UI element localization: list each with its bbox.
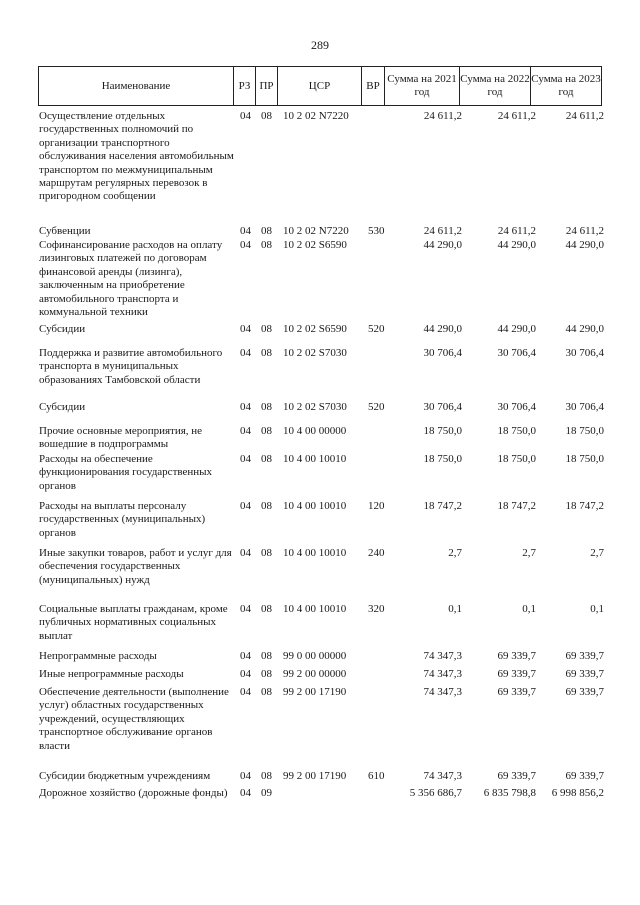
row-sum-2023: 69 339,7 xyxy=(565,650,604,662)
row-name: Расходы на выплаты персоналу государственных (муниципальных) органов xyxy=(39,500,206,539)
row-sum-2022: 0,1 xyxy=(522,603,536,615)
row-pr: 08 xyxy=(261,347,272,359)
row-sum-2022: 30 706,4 xyxy=(497,347,536,359)
row-vr: 240 xyxy=(368,547,385,559)
row-sum-2023: 69 339,7 xyxy=(565,686,604,698)
row-rz: 04 xyxy=(240,453,251,465)
row-sum-2021: 2,7 xyxy=(448,547,462,559)
row-name: Софинансирование расходов на оплату лизинговых платежей по договорам финансовой аренды (лизинга), заключенным на приобретение автомобильного транспорта и коммунальной техники xyxy=(39,239,223,319)
row-rz: 04 xyxy=(240,225,251,237)
row-name: Дорожное хозяйство (дорожные фонды) xyxy=(39,787,228,799)
row-rz: 04 xyxy=(240,686,251,698)
row-pr: 08 xyxy=(261,650,272,662)
row-name: Социальные выплаты гражданам, кроме публичных нормативных социальных выплат xyxy=(39,603,228,642)
row-sum-2023: 69 339,7 xyxy=(565,668,604,680)
row-sum-2023: 2,7 xyxy=(590,547,604,559)
row-csr: 10 2 02 N7220 xyxy=(283,225,349,237)
header-name: Наименование xyxy=(39,67,234,106)
row-pr: 08 xyxy=(261,425,272,437)
header-sum-2021: Сумма на 2021 год xyxy=(385,67,460,106)
row-vr: 320 xyxy=(368,603,385,615)
row-pr: 08 xyxy=(261,686,272,698)
row-sum-2023: 18 750,0 xyxy=(565,425,604,437)
row-sum-2021: 44 290,0 xyxy=(423,239,462,251)
row-sum-2023: 30 706,4 xyxy=(565,347,604,359)
row-vr: 120 xyxy=(368,500,385,512)
row-pr: 09 xyxy=(261,787,272,799)
row-csr: 10 2 02 S7030 xyxy=(283,401,347,413)
row-name: Иные непрограммные расходы xyxy=(39,668,184,680)
row-sum-2023: 6 998 856,2 xyxy=(551,787,604,799)
row-sum-2022: 6 835 798,8 xyxy=(483,787,536,799)
row-sum-2021: 30 706,4 xyxy=(423,347,462,359)
row-csr: 10 4 00 10010 xyxy=(283,547,347,559)
row-rz: 04 xyxy=(240,401,251,413)
page-number: 289 xyxy=(311,38,329,52)
header-vr: ВР xyxy=(362,67,385,106)
header-sum-2022: Сумма на 2022 год xyxy=(460,67,531,106)
row-sum-2022: 44 290,0 xyxy=(497,239,536,251)
row-sum-2022: 69 339,7 xyxy=(497,650,536,662)
row-vr: 530 xyxy=(368,225,385,237)
row-rz: 04 xyxy=(240,770,251,782)
row-sum-2021: 74 347,3 xyxy=(423,650,462,662)
row-sum-2021: 18 747,2 xyxy=(423,500,462,512)
row-sum-2022: 44 290,0 xyxy=(497,323,536,335)
row-pr: 08 xyxy=(261,110,272,122)
row-sum-2022: 18 750,0 xyxy=(497,425,536,437)
row-rz: 04 xyxy=(240,500,251,512)
row-pr: 08 xyxy=(261,453,272,465)
row-pr: 08 xyxy=(261,603,272,615)
row-rz: 04 xyxy=(240,547,251,559)
row-sum-2021: 18 750,0 xyxy=(423,425,462,437)
row-name: Субсидии бюджетным учреждениям xyxy=(39,770,211,782)
row-name: Субсидии xyxy=(39,323,86,335)
row-sum-2023: 18 750,0 xyxy=(565,453,604,465)
row-sum-2023: 24 611,2 xyxy=(565,225,604,237)
row-sum-2021: 0,1 xyxy=(448,603,462,615)
row-rz: 04 xyxy=(240,603,251,615)
header-csr: ЦСР xyxy=(278,67,362,106)
header-pr: ПР xyxy=(256,67,278,106)
row-pr: 08 xyxy=(261,547,272,559)
row-sum-2022: 69 339,7 xyxy=(497,686,536,698)
row-csr: 10 4 00 10010 xyxy=(283,500,347,512)
row-rz: 04 xyxy=(240,239,251,251)
row-sum-2022: 30 706,4 xyxy=(497,401,536,413)
row-sum-2023: 69 339,7 xyxy=(565,770,604,782)
row-csr: 10 4 00 10010 xyxy=(283,603,347,615)
row-name: Иные закупки товаров, работ и услуг для обеспечения государственных (муниципальных) нужд xyxy=(39,547,232,586)
row-sum-2021: 24 611,2 xyxy=(423,110,462,122)
row-sum-2023: 44 290,0 xyxy=(565,323,604,335)
row-csr: 10 2 02 N7220 xyxy=(283,110,349,122)
row-sum-2021: 74 347,3 xyxy=(423,770,462,782)
row-csr: 10 2 02 S7030 xyxy=(283,347,347,359)
row-sum-2022: 18 750,0 xyxy=(497,453,536,465)
row-pr: 08 xyxy=(261,239,272,251)
row-name: Расходы на обеспечение функционирования государственных органов xyxy=(39,453,213,492)
row-sum-2023: 18 747,2 xyxy=(565,500,604,512)
row-sum-2023: 30 706,4 xyxy=(565,401,604,413)
row-rz: 04 xyxy=(240,650,251,662)
row-vr: 520 xyxy=(368,323,385,335)
row-csr: 10 4 00 00000 xyxy=(283,425,347,437)
row-sum-2021: 18 750,0 xyxy=(423,453,462,465)
row-sum-2022: 69 339,7 xyxy=(497,770,536,782)
row-sum-2022: 69 339,7 xyxy=(497,668,536,680)
row-pr: 08 xyxy=(261,323,272,335)
row-pr: 08 xyxy=(261,668,272,680)
row-rz: 04 xyxy=(240,425,251,437)
row-name: Осуществление отдельных государственных полномочий по организации транспортного обслуживания населения автомобильным транспортом по межмуниципальным маршрутам регулярных перевозок в пригородном сообщении xyxy=(39,110,234,203)
row-name: Поддержка и развитие автомобильного транспорта в муниципальных образованиях Тамбовской области xyxy=(39,347,223,386)
row-sum-2021: 74 347,3 xyxy=(423,668,462,680)
row-rz: 04 xyxy=(240,347,251,359)
table-header xyxy=(38,66,602,106)
row-csr: 99 0 00 00000 xyxy=(283,650,347,662)
row-rz: 04 xyxy=(240,323,251,335)
row-sum-2022: 18 747,2 xyxy=(497,500,536,512)
header-rz: РЗ xyxy=(234,67,256,106)
row-vr: 520 xyxy=(368,401,385,413)
row-csr: 10 2 02 S6590 xyxy=(283,323,347,335)
row-sum-2021: 5 356 686,7 xyxy=(409,787,462,799)
row-sum-2021: 24 611,2 xyxy=(423,225,462,237)
row-sum-2022: 24 611,2 xyxy=(497,225,536,237)
row-name: Субсидии xyxy=(39,401,86,413)
row-sum-2023: 24 611,2 xyxy=(565,110,604,122)
header-sum-2023: Сумма на 2023 год xyxy=(531,67,602,106)
row-rz: 04 xyxy=(240,787,251,799)
row-rz: 04 xyxy=(240,110,251,122)
row-name: Обеспечение деятельности (выполнение услуг) областных государственных учреждений, осуществляющих транспортное обслуживание органов власти xyxy=(39,686,229,752)
row-csr: 10 2 02 S6590 xyxy=(283,239,347,251)
row-pr: 08 xyxy=(261,770,272,782)
row-name: Субвенции xyxy=(39,225,91,237)
row-csr: 99 2 00 17190 xyxy=(283,770,347,782)
row-sum-2023: 0,1 xyxy=(590,603,604,615)
row-csr: 10 4 00 10010 xyxy=(283,453,347,465)
row-pr: 08 xyxy=(261,225,272,237)
row-pr: 08 xyxy=(261,401,272,413)
row-sum-2021: 44 290,0 xyxy=(423,323,462,335)
row-rz: 04 xyxy=(240,668,251,680)
row-sum-2021: 30 706,4 xyxy=(423,401,462,413)
row-csr: 99 2 00 00000 xyxy=(283,668,347,680)
row-sum-2022: 2,7 xyxy=(522,547,536,559)
row-vr: 610 xyxy=(368,770,385,782)
row-name: Непрограммные расходы xyxy=(39,650,157,662)
row-csr: 99 2 00 17190 xyxy=(283,686,347,698)
row-sum-2021: 74 347,3 xyxy=(423,686,462,698)
row-sum-2023: 44 290,0 xyxy=(565,239,604,251)
row-pr: 08 xyxy=(261,500,272,512)
row-sum-2022: 24 611,2 xyxy=(497,110,536,122)
row-name: Прочие основные мероприятия, не вошедшие в подпрограммы xyxy=(39,425,203,451)
